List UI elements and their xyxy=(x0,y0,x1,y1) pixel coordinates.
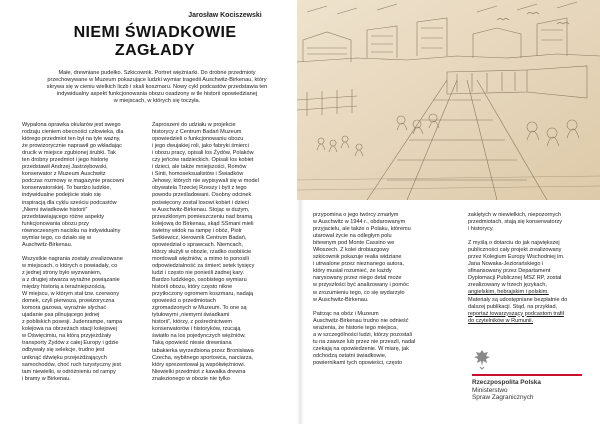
column-4-line: zaklętych w niewielkich, niepozornych xyxy=(468,212,562,218)
column-1-line: podczas rozmowy w magazynie pracowni xyxy=(22,178,125,185)
column-3-line: powiernikami tych opowieści, często xyxy=(313,359,403,366)
column-3-line: w Auschwitz w 1944 r., obdarowanym xyxy=(313,219,406,226)
column-4-line: sfinansowany przez Departament xyxy=(468,268,551,275)
column-1-line: przedstawiającego różne aspekty xyxy=(22,213,105,220)
column-1-line: W miejscu, w którym stał tzw. czerwony xyxy=(22,291,120,298)
logo-line-2: Ministerstwo xyxy=(472,386,508,394)
column-4-line xyxy=(468,233,598,240)
text-column-4 xyxy=(468,212,598,325)
column-4-line: i historycy. xyxy=(468,226,494,233)
column-1-line: ujadanie psa pilnującego jednej xyxy=(22,312,100,319)
column-3-line: czekają na opowiedzenie. W miarę, jak xyxy=(313,345,409,352)
title-line: NIEMI ŚWIADKOWIE xyxy=(73,24,237,41)
column-1-line: uniknąć dźwięku przejeżdżających xyxy=(22,354,107,361)
column-1-line: inspiracją dla cyklu sześciu podcastów xyxy=(22,199,117,206)
lead-line: skrywa się w cieniu wielkich liczb i skali koszmaru. Nowy cykl podcastów przedstawia ten xyxy=(46,84,268,90)
column-3-line: a w szczególności ludzi, którzy pozostali xyxy=(313,331,412,338)
author-name: Jarosław Kociszewski xyxy=(188,12,262,19)
column-2-line: obywatela Trzeciej Rzeszy i byli z tego xyxy=(152,185,247,192)
column-3-line: bitewnym pod Monte Cassino we xyxy=(313,240,395,247)
column-2-line: świetny widok na rampę i obóz, Piotr xyxy=(152,227,243,234)
column-3-line xyxy=(313,304,453,311)
column-1-line: przedstawił Andrzej Jastrzębowski, xyxy=(22,164,108,171)
logo-line-3: Spraw Zagranicznych xyxy=(472,394,534,402)
column-3-line: przypomina o jego twórcy zmarłym xyxy=(313,212,399,218)
article-title xyxy=(20,24,290,60)
column-2-line: światło na los pojedynczych więźniów. xyxy=(152,333,246,340)
column-2-line: przeszklonym pomieszczeniu nad bramą xyxy=(152,213,253,220)
column-2-line: poświęcony został losowi kobiet i dzieci xyxy=(152,199,249,206)
column-2-line: Niewielki przedmiot z kawałka drewna xyxy=(152,368,246,375)
languages-link[interactable]: angielskim, hebrajskim i polskim. xyxy=(468,289,549,296)
column-2-line: tabakierka wyrzeźbiona przez Bronisława xyxy=(152,347,254,354)
logo-text xyxy=(472,379,541,402)
article-lead xyxy=(26,70,288,105)
column-3-line: Auschwitz-Birkenau trudno nie odnieść xyxy=(313,317,409,324)
eagle-emblem-icon xyxy=(472,348,492,370)
column-1-line: że prowizorycznie naprawił go wkładając xyxy=(22,143,122,150)
column-1-line: „Niemi świadkowie historii” xyxy=(22,206,88,213)
column-2-line: zgromadzonych w Muzeum. To one są xyxy=(152,305,247,312)
column-2-line: którzy służyli w obozie, rzadko osobiście xyxy=(152,248,252,255)
column-2-line: przytłoczony ogromem koszmaru, nadają xyxy=(152,291,254,298)
column-4-line: przez Kolegium Europy Wschodniej im. xyxy=(468,254,565,261)
column-2-line: Bardzo ludzkiego, osobistego wymiaru xyxy=(152,277,247,284)
column-2-line: Setkiewicz, kierownik Centrum Badań, xyxy=(152,234,247,241)
lead-line: Małe, drewniane pudełko. Szkicownik. Portret więźniarki. Do drobne przedmioty xyxy=(58,70,256,76)
column-3-line: Patrząc na obóz i Muzeum xyxy=(313,310,379,317)
lead-line: w miejscach, w których się toczyła. xyxy=(113,98,201,104)
column-1-line: odbywały się selekcje, trudno jest xyxy=(22,347,105,354)
column-3-line: tu na zawsze lub przez nie przeszli, nadal xyxy=(313,338,416,345)
logo-divider xyxy=(472,374,582,376)
column-1-line: wymiar tego, co działo się w xyxy=(22,234,92,241)
column-4-text xyxy=(468,212,598,289)
sketchbook-illustration xyxy=(297,0,600,200)
column-1-line: komora gazowa, wyraźnie słychać xyxy=(22,305,107,312)
column-3-line: Włoszech. Z kolei drobiazgowy xyxy=(313,247,390,254)
title-line: ZAGŁADY xyxy=(114,42,196,59)
column-1-line: konserwator z Muzeum Auschwitz xyxy=(22,171,106,178)
lead-line: indywidualny aspekt funkcjonowania obozu osadzony w tle historii opowiedzianej xyxy=(56,91,258,97)
text-column-2 xyxy=(152,122,292,383)
column-3-line: w Auschwitz-Birkenau. xyxy=(313,296,369,303)
column-4-line: publiczności cały projekt zrealizowany xyxy=(468,247,562,254)
column-1-line: i bramy w Birkenau. xyxy=(22,375,71,382)
column-1-line: rodzaju cieniem obecności człowieka, dla xyxy=(22,129,124,136)
column-1-line: kolejowa na obrzeżach stacji kolejowej xyxy=(22,326,117,333)
column-2-line: Czecha, wybitnego sportowca, narciarza, xyxy=(152,354,254,361)
column-4-line: Z myślą o dotarciu do jak największej xyxy=(468,240,560,247)
column-1-line: a z drugiej stwarza wyraźne powiązanie xyxy=(22,276,120,283)
column-2-line: opowiedział o sprawcach. Niemcach, xyxy=(152,241,243,248)
column-1-line xyxy=(22,249,152,256)
column-2-line: znalezionego w obozie nie tylko xyxy=(152,375,231,382)
column-3-line: narysowany przez niego detal może xyxy=(313,275,402,282)
column-3-line: w przyszłości być analizowany i pomóc xyxy=(313,282,409,289)
column-3-line: i utrwalone przez nieznanego autora, xyxy=(313,261,404,268)
column-2-line: historii”, którzy, z pośrednictwem xyxy=(152,319,233,326)
column-2-line: Jehowy, których nie wypisywali się w model xyxy=(152,178,259,185)
column-2-line: odpowiedzialność za śmierć setek tysięcy xyxy=(152,262,255,269)
column-3-line: który musiał rozumieć, że każdy xyxy=(313,268,392,275)
column-1-line: indywidualne podejście stało się xyxy=(22,192,101,199)
column-3-line: wrażenia, że historie tego miejsca, xyxy=(313,324,398,331)
column-2-line: i obozu pracy, opisali los Żydów, Polaków xyxy=(152,150,254,157)
column-1-line: równoczesnym nacisku na indywidualny xyxy=(22,227,121,234)
column-1-line: w miejscach, o których o powiadały, co xyxy=(22,262,118,269)
column-2-line: konserwatorów i historyków, rzucają xyxy=(152,326,241,333)
column-2-line: powodu prześladowani. Osobny odcinek xyxy=(152,192,252,199)
ministry-logo xyxy=(472,348,582,408)
column-4-line: przedmiotach, stają się konserwatorzy xyxy=(468,219,563,226)
column-2-line: Taką opowieść niesie drewniana xyxy=(152,340,232,347)
column-2-line: opowieści o przedmiotach xyxy=(152,298,216,305)
column-2-line: historii obozu, który często nikne xyxy=(152,284,233,291)
column-1-line: Wypalona oprawka okularów jest swego xyxy=(22,122,121,128)
text-column-3 xyxy=(313,212,453,367)
sketch-drawing-icon xyxy=(297,0,600,200)
romania-report-link-cont[interactable]: do czytelników w Rumunii. xyxy=(468,317,534,324)
column-4-line: Materiały są udostępniane bezpłatnie do xyxy=(468,296,568,303)
column-2-line: Zaproszeni do udziału w projekcie xyxy=(152,122,236,128)
column-3-line: utarował życie na odległym polu xyxy=(313,233,392,240)
column-2-line: i jego dwujakiej roli, jako fabryki śmierci xyxy=(152,143,249,150)
column-4-line: Jana Nowaka-Jeziorańskiego i xyxy=(468,261,544,268)
column-1-line: którego przedmiot ten był na tyle ważny, xyxy=(22,136,121,143)
column-1-line: samochodów, choć ruch turystyczny jest xyxy=(22,361,121,368)
column-1-line: z jednej strony było wyzwaniem, xyxy=(22,269,102,276)
column-1-line: tam niewielki, w odróżnieniu od rampy xyxy=(22,368,116,375)
column-3-line: odchodzą ostatni świadkowie, xyxy=(313,352,387,359)
column-4-line: dalszej publikacji. Stąd, na przykład, xyxy=(468,303,558,310)
column-3-line: przyjacielu, ale także o Polaku, któremu xyxy=(313,226,411,233)
column-2-line: mordowali więźniów, a mimo to ponosili xyxy=(152,255,249,262)
column-4-line: Dyplomacji Publicznej MSZ RP, został xyxy=(468,275,562,282)
column-1-line: konserwatorskiej. To bardzo ludzkie, xyxy=(22,185,111,192)
column-1-line: z pobliskich posesji. Judenrampe, rampa xyxy=(22,319,123,326)
column-2-line: czy jeńców radzieckich. Opisali los kobiet xyxy=(152,157,254,164)
logo-line-1: Rzeczpospolita Polska xyxy=(472,379,541,386)
column-2-line: opowiedzieli o funkcjonowaniu obozu xyxy=(152,136,244,143)
column-2-line: i dzieci, ale także mniejszości, Romów xyxy=(152,164,247,171)
column-3-line: w zrozumieniu tego, co się wydarzyło xyxy=(313,289,405,296)
column-1-line: funkcjonowania obozu przy xyxy=(22,220,89,227)
column-1-line: w Oświęcimiu, na którą przyjeżdżały xyxy=(22,333,112,340)
column-1-line: między historią a teraźniejszością. xyxy=(22,284,107,291)
column-2-line: kolejową do Birkenau, skąd SSmani mieli xyxy=(152,220,254,227)
text-column-1 xyxy=(22,122,152,383)
romania-report-link[interactable]: reportaż towarzyszący podcastom trafił xyxy=(468,310,564,317)
column-4-line: zrealizowany w trzech językach, xyxy=(468,282,547,289)
column-1-line: ten drobny przedmiot i jego historię xyxy=(22,157,109,164)
column-1-line: Wszystkie nagrania zostały zrealizowane xyxy=(22,255,123,262)
lead-line: przechowywane w Muzeum pokazujące ludzki wymiar tragedii Auschwitz-Birkenau, który xyxy=(47,77,267,83)
column-2-line: który sprezentował ją współwięźniowi. xyxy=(152,361,246,368)
column-2-line: historycy z Centrum Badań Muzeum xyxy=(152,129,242,136)
column-1-line: drucik w miejsce zgubionej śrubki. Tak xyxy=(22,150,116,157)
column-1-line: transporty Żydów z całej Europy i gdzie xyxy=(22,340,119,347)
column-1-line: Auschwitz-Birkenau. xyxy=(22,241,73,248)
column-2-line: tytułowymi „niemymi świadkami xyxy=(152,312,230,319)
column-1-line: domek, czyli pierwsza, prowizoryczna xyxy=(22,298,115,305)
column-2-line: w Auschwitz-Birkenau. Stojąc w dużym, xyxy=(152,206,250,213)
column-2-line: i Sinti, homoseksualistów i Świadków xyxy=(152,171,244,178)
column-3-line: szkicownik pokazuje realia widziane xyxy=(313,254,402,261)
column-2-line: ludzi i często nie ponieśli żadnej kary. xyxy=(152,269,245,276)
